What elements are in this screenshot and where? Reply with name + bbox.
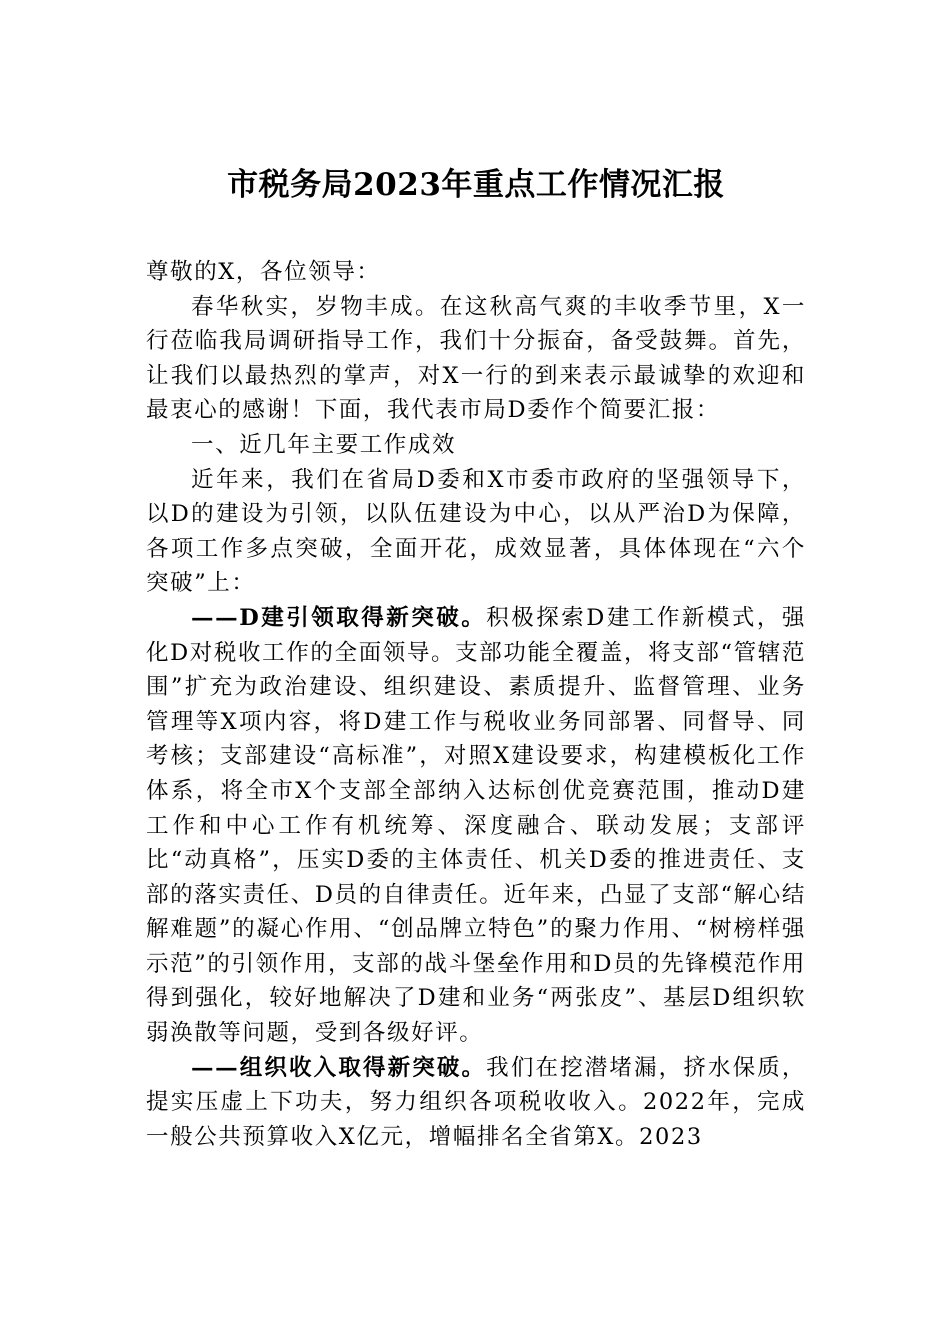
section-intro-paragraph: 近年来，我们在省局D委和X市委市政府的坚强领导下，以D的建设为引领，以队伍建设为中心，以从严治D为保障，各项工作多点突破，全面开花，成效显著，具体体现在“六个突破”上： [146,466,806,597]
item-paragraph-party-building [146,601,806,1051]
document-page [146,160,806,1154]
salutation: 尊敬的X，各位领导： [146,259,381,285]
section-heading: 一、近几年主要工作成效 [191,431,457,458]
document-title: 市税务局2023年重点工作情况汇报 [227,167,725,203]
item-paragraph-revenue [146,1051,806,1155]
item-lead-party-building: ——D建引领取得新突破。 [191,604,487,631]
item-body-party-building: 积极探索D建工作新模式，强化D对税收工作的全面领导。支部功能全覆盖，将支部“管辖范围”扩充为政治建设、组织建设、素质提升、监督管理、业务管理等X项内容，将D建工作与税收业务同部署、同督导、同考核；支部建设“高标准”，对照X建设要求，构建模板化工作体系，将全市X个支部全部纳入达标创优竞赛范围，推动D建工作和中心工作有机统筹、深度融合、联动发展；支部评比“动真格”，压实D委的主体责任、机关D委的推进责任、支部的落实责任、D员的自律责任。近年来，凸显了支部“解心结解难题”的凝心作用、“创品牌立特色”的聚力作用、“树榜样强示范”的引领作用，支部的战斗堡垒作用和D员的先锋模范作用得到强化，较好地解决了D建和业务“两张皮”、基层D组织软弱涣散等问题，受到各级好评。 [146,604,806,1047]
item-body-revenue: 我们在挖潜堵漏，挤水保质，提实压虚上下功夫，努力组织各项税收收入。2022年，完成一般公共预算收入X亿元，增幅排名全省第X。2023 [146,1054,806,1150]
intro-paragraph: 春华秋实，岁物丰成。在这秋高气爽的丰收季节里，X一行莅临我局调研指导工作，我们十分振奋，备受鼓舞。首先，让我们以最热烈的掌声，对X一行的到来表示最诚挚的欢迎和最衷心的感谢！下面，我代表市局D委作个简要汇报： [146,293,806,424]
item-lead-revenue: ——组织收入取得新突破。 [191,1054,487,1081]
